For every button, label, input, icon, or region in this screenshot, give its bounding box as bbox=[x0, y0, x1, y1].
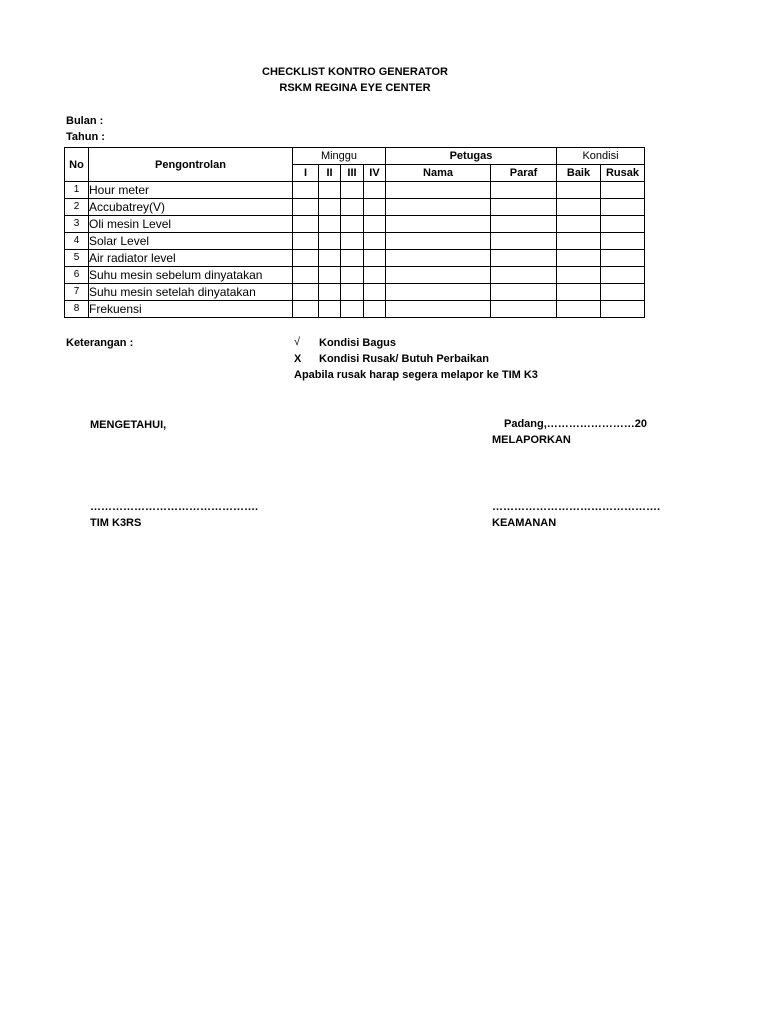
column-header-pengontrolan: Pengontrolan bbox=[89, 148, 293, 182]
nama-cell[interactable] bbox=[386, 284, 491, 301]
paraf-cell[interactable] bbox=[491, 233, 557, 250]
paraf-cell[interactable] bbox=[491, 199, 557, 216]
checklist-table bbox=[64, 147, 645, 318]
week-3-cell[interactable] bbox=[341, 267, 364, 284]
week-4-cell[interactable] bbox=[364, 199, 386, 216]
row-number: 5 bbox=[65, 250, 89, 267]
check-symbol: √ bbox=[294, 336, 301, 348]
nama-cell[interactable] bbox=[386, 301, 491, 318]
week-3-cell[interactable] bbox=[341, 233, 364, 250]
column-header-baik: Baik bbox=[557, 165, 601, 182]
week-1-cell[interactable] bbox=[293, 199, 319, 216]
week-2-cell[interactable] bbox=[319, 216, 341, 233]
week-1-cell[interactable] bbox=[293, 182, 319, 199]
x-legend-text: Kondisi Rusak/ Butuh Perbaikan bbox=[319, 353, 489, 365]
week-1-cell[interactable] bbox=[293, 284, 319, 301]
baik-cell[interactable] bbox=[557, 301, 601, 318]
nama-cell[interactable] bbox=[386, 250, 491, 267]
paraf-cell[interactable] bbox=[491, 301, 557, 318]
column-header-kondisi: Kondisi bbox=[557, 148, 645, 165]
column-header-rusak: Rusak bbox=[601, 165, 645, 182]
week-2-cell[interactable] bbox=[319, 199, 341, 216]
melaporkan-heading: MELAPORKAN bbox=[492, 434, 571, 446]
nama-cell[interactable] bbox=[386, 182, 491, 199]
column-header-paraf: Paraf bbox=[491, 165, 557, 182]
rusak-cell[interactable] bbox=[601, 182, 645, 199]
week-3-cell[interactable] bbox=[341, 301, 364, 318]
table-row bbox=[65, 182, 645, 199]
table-row bbox=[65, 284, 645, 301]
row-item: Air radiator level bbox=[89, 250, 293, 267]
nama-cell[interactable] bbox=[386, 267, 491, 284]
paraf-cell[interactable] bbox=[491, 250, 557, 267]
column-header-petugas: Petugas bbox=[386, 148, 557, 165]
row-number: 8 bbox=[65, 301, 89, 318]
baik-cell[interactable] bbox=[557, 233, 601, 250]
row-item: Suhu mesin setelah dinyatakan bbox=[89, 284, 293, 301]
week-4-cell[interactable] bbox=[364, 216, 386, 233]
baik-cell[interactable] bbox=[557, 182, 601, 199]
paraf-cell[interactable] bbox=[491, 267, 557, 284]
baik-cell[interactable] bbox=[557, 250, 601, 267]
left-signature-line: ………………………………………. bbox=[90, 501, 259, 513]
column-header-week-3: III bbox=[341, 165, 364, 182]
row-number: 4 bbox=[65, 233, 89, 250]
column-header-week-4: IV bbox=[364, 165, 386, 182]
bulan-label: Bulan : bbox=[66, 115, 104, 127]
left-signatory-name: TIM K3RS bbox=[90, 517, 142, 529]
week-3-cell[interactable] bbox=[341, 199, 364, 216]
legend-note: Apabila rusak harap segera melapor ke TIM K3 bbox=[294, 369, 538, 381]
table-row bbox=[65, 267, 645, 284]
row-item: Solar Level bbox=[89, 233, 293, 250]
baik-cell[interactable] bbox=[557, 199, 601, 216]
week-2-cell[interactable] bbox=[319, 182, 341, 199]
right-signature-line: ………………………………………. bbox=[492, 501, 661, 513]
baik-cell[interactable] bbox=[557, 284, 601, 301]
week-3-cell[interactable] bbox=[341, 182, 364, 199]
rusak-cell[interactable] bbox=[601, 301, 645, 318]
week-1-cell[interactable] bbox=[293, 216, 319, 233]
rusak-cell[interactable] bbox=[601, 267, 645, 284]
week-1-cell[interactable] bbox=[293, 250, 319, 267]
paraf-cell[interactable] bbox=[491, 216, 557, 233]
nama-cell[interactable] bbox=[386, 233, 491, 250]
right-signatory-name: KEAMANAN bbox=[492, 517, 557, 529]
place-date: Padang,……………………20 bbox=[504, 418, 648, 430]
table-row bbox=[65, 199, 645, 216]
mengetahui-heading: MENGETAHUI, bbox=[90, 419, 167, 431]
week-1-cell[interactable] bbox=[293, 301, 319, 318]
week-2-cell[interactable] bbox=[319, 284, 341, 301]
row-number: 3 bbox=[65, 216, 89, 233]
rusak-cell[interactable] bbox=[601, 250, 645, 267]
row-number: 1 bbox=[65, 182, 89, 199]
table-row bbox=[65, 301, 645, 318]
row-item: Hour meter bbox=[89, 182, 293, 199]
table-row bbox=[65, 233, 645, 250]
column-header-nama: Nama bbox=[386, 165, 491, 182]
document-subtitle: RSKM REGINA EYE CENTER bbox=[279, 82, 431, 94]
week-4-cell[interactable] bbox=[364, 182, 386, 199]
rusak-cell[interactable] bbox=[601, 284, 645, 301]
week-4-cell[interactable] bbox=[364, 301, 386, 318]
row-item: Frekuensi bbox=[89, 301, 293, 318]
row-number: 7 bbox=[65, 284, 89, 301]
week-2-cell[interactable] bbox=[319, 301, 341, 318]
nama-cell[interactable] bbox=[386, 216, 491, 233]
rusak-cell[interactable] bbox=[601, 216, 645, 233]
table-row bbox=[65, 216, 645, 233]
week-2-cell[interactable] bbox=[319, 250, 341, 267]
week-4-cell[interactable] bbox=[364, 233, 386, 250]
column-header-minggu: Minggu bbox=[293, 148, 386, 165]
week-2-cell[interactable] bbox=[319, 267, 341, 284]
week-4-cell[interactable] bbox=[364, 267, 386, 284]
column-header-week-2: II bbox=[319, 165, 341, 182]
row-item: Suhu mesin sebelum dinyatakan bbox=[89, 267, 293, 284]
check-legend-text: Kondisi Bagus bbox=[319, 337, 397, 349]
row-item: Oli mesin Level bbox=[89, 216, 293, 233]
week-4-cell[interactable] bbox=[364, 284, 386, 301]
week-3-cell[interactable] bbox=[341, 216, 364, 233]
row-number: 6 bbox=[65, 267, 89, 284]
week-1-cell[interactable] bbox=[293, 267, 319, 284]
rusak-cell[interactable] bbox=[601, 233, 645, 250]
tahun-label: Tahun : bbox=[66, 131, 105, 143]
keterangan-label: Keterangan : bbox=[66, 337, 134, 349]
x-symbol: X bbox=[294, 353, 302, 365]
week-3-cell[interactable] bbox=[341, 284, 364, 301]
column-header-week-1: I bbox=[293, 165, 319, 182]
nama-cell[interactable] bbox=[386, 199, 491, 216]
baik-cell[interactable] bbox=[557, 216, 601, 233]
row-number: 2 bbox=[65, 199, 89, 216]
week-1-cell[interactable] bbox=[293, 233, 319, 250]
baik-cell[interactable] bbox=[557, 267, 601, 284]
rusak-cell[interactable] bbox=[601, 199, 645, 216]
document-title: CHECKLIST KONTRO GENERATOR bbox=[262, 66, 448, 78]
paraf-cell[interactable] bbox=[491, 284, 557, 301]
column-header-no: No bbox=[65, 148, 89, 182]
week-3-cell[interactable] bbox=[341, 250, 364, 267]
week-4-cell[interactable] bbox=[364, 250, 386, 267]
row-item: Accubatrey(V) bbox=[89, 199, 293, 216]
paraf-cell[interactable] bbox=[491, 182, 557, 199]
table-row bbox=[65, 250, 645, 267]
week-2-cell[interactable] bbox=[319, 233, 341, 250]
